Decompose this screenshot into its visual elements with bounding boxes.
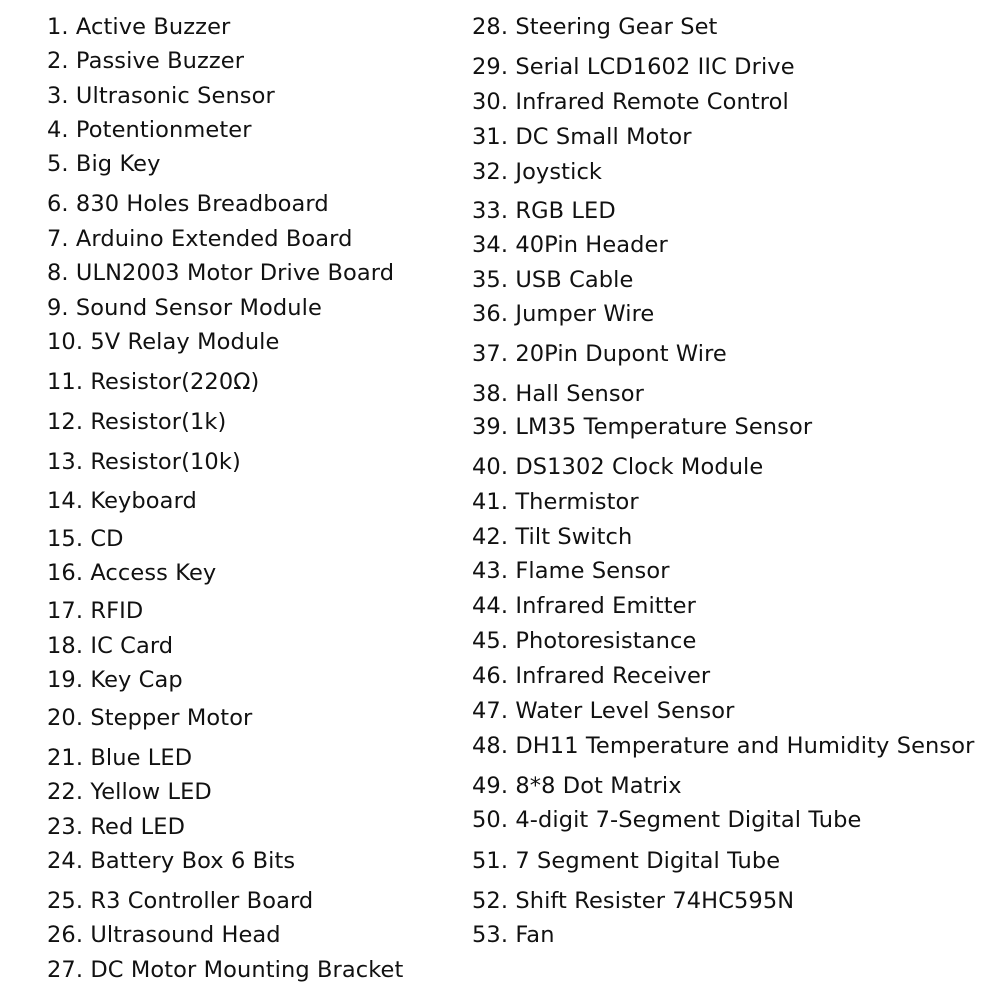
list-item: 18. IC Card: [47, 633, 174, 659]
list-item: 10. 5V Relay Module: [47, 329, 280, 355]
list-item: 20. Stepper Motor: [47, 705, 253, 731]
list-item: 41. Thermistor: [472, 489, 639, 515]
list-item: 25. R3 Controller Board: [47, 888, 314, 914]
list-item: 51. 7 Segment Digital Tube: [472, 848, 781, 874]
list-item: 12. Resistor(1k): [47, 409, 227, 435]
list-item: 30. Infrared Remote Control: [472, 89, 789, 115]
list-item: 17. RFID: [47, 598, 144, 624]
list-item: 29. Serial LCD1602 IIC Drive: [472, 54, 795, 80]
list-item: 22. Yellow LED: [47, 779, 212, 805]
list-item: 32. Joystick: [472, 159, 603, 185]
list-item: 3. Ultrasonic Sensor: [47, 83, 275, 109]
list-item: 38. Hall Sensor: [472, 381, 644, 407]
list-item: 26. Ultrasound Head: [47, 922, 281, 948]
list-item: 8. ULN2003 Motor Drive Board: [47, 260, 395, 286]
list-item: 23. Red LED: [47, 814, 186, 840]
list-item: 28. Steering Gear Set: [472, 14, 718, 40]
list-item: 43. Flame Sensor: [472, 558, 670, 584]
list-item: 15. CD: [47, 526, 124, 552]
list-item: 4. Potentionmeter: [47, 117, 252, 143]
list-item: 2. Passive Buzzer: [47, 48, 245, 74]
list-item: 46. Infrared Receiver: [472, 663, 711, 689]
list-item: 36. Jumper Wire: [472, 301, 655, 327]
list-item: 48. DH11 Temperature and Humidity Sensor: [472, 733, 975, 759]
list-item: 37. 20Pin Dupont Wire: [472, 341, 727, 367]
list-item: 6. 830 Holes Breadboard: [47, 191, 329, 217]
list-item: 53. Fan: [472, 922, 555, 948]
list-item: 44. Infrared Emitter: [472, 593, 696, 619]
list-item: 47. Water Level Sensor: [472, 698, 735, 724]
list-item: 50. 4-digit 7-Segment Digital Tube: [472, 807, 862, 833]
list-item: 49. 8*8 Dot Matrix: [472, 773, 682, 799]
list-item: 45. Photoresistance: [472, 628, 697, 654]
list-item: 13. Resistor(10k): [47, 449, 241, 475]
list-item: 7. Arduino Extended Board: [47, 226, 353, 252]
list-item: 16. Access Key: [47, 560, 217, 586]
list-item: 33. RGB LED: [472, 198, 616, 224]
list-item: 27. DC Motor Mounting Bracket: [47, 957, 404, 983]
list-item: 40. DS1302 Clock Module: [472, 454, 764, 480]
list-item: 9. Sound Sensor Module: [47, 295, 322, 321]
list-item: 21. Blue LED: [47, 745, 193, 771]
list-item: 14. Keyboard: [47, 488, 197, 514]
list-item: 5. Big Key: [47, 151, 161, 177]
list-item: 35. USB Cable: [472, 267, 634, 293]
list-item: 24. Battery Box 6 Bits: [47, 848, 296, 874]
list-item: 42. Tilt Switch: [472, 524, 633, 550]
list-item: 34. 40Pin Header: [472, 232, 668, 258]
list-item: 1. Active Buzzer: [47, 14, 231, 40]
list-item: 19. Key Cap: [47, 667, 183, 693]
list-item: 31. DC Small Motor: [472, 124, 692, 150]
list-item: 11. Resistor(220Ω): [47, 369, 260, 395]
list-item: 52. Shift Resister 74HC595N: [472, 888, 795, 914]
list-item: 39. LM35 Temperature Sensor: [472, 414, 813, 440]
